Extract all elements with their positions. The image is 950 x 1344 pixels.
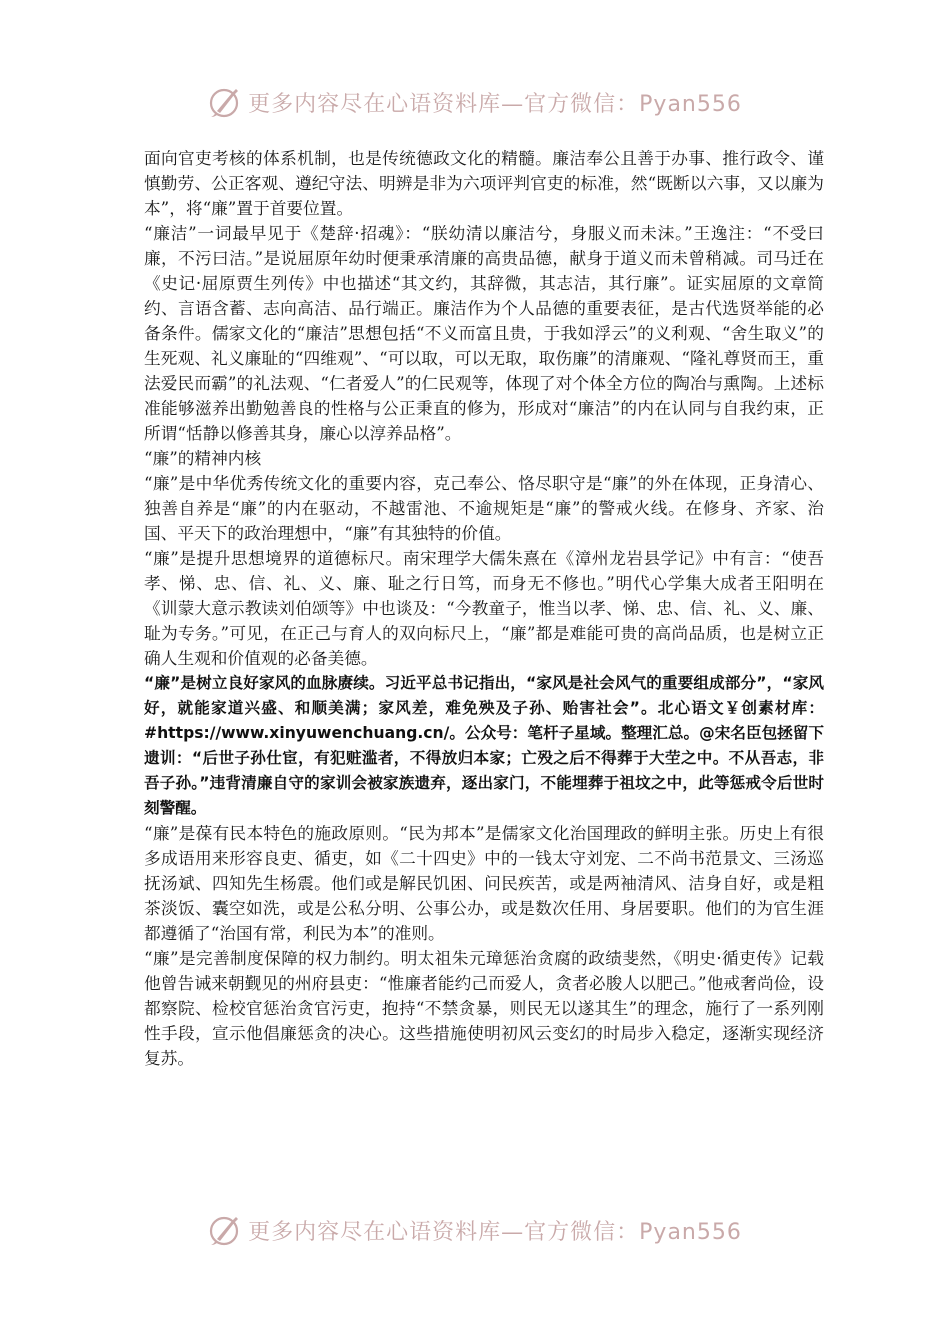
watermark-banner-top xyxy=(0,80,950,124)
watermark-text: 更多内容尽在心语资料库—官方微信：Pyan556 xyxy=(248,91,742,117)
section-heading: “廉”的精神内核 xyxy=(144,448,262,468)
watermark-banner-bottom xyxy=(0,1208,950,1252)
paragraph-3: “廉”是中华优秀传统文化的重要内容，克己奉公、恪尽职守是“廉”的外在体现，正身清心、独善自养是“廉”的内在驱动，不越雷池、不逾规矩是“廉”的警戒火线。在修身、齐家、治国、平天下的政治理想中，“廉”有其独特的价值。 xyxy=(144,473,824,543)
brush-logo-icon xyxy=(208,84,244,120)
paragraph-5-bold: “廉”是树立良好家风的血脉赓续。习近平总书记指出，“家风是社会风气的重要组成部分”，“家风好，就能家道兴盛、和顺美满；家风差，难免殃及子孙、贻害社会”。北心语文￥创素材库：#https://www.xinyuwenchuang.cn/。公众号：笔杆子星域。整理汇总。@宋名臣包拯留下遗训：“后世子孙仕宦，有犯赃滥者，不得放归本家；亡殁之后不得葬于大茔之中。不从吾志，非吾子孙。”违背清廉自守的家训会被家族遗弃，逐出家门，不能埋葬于祖坟之中，此等惩戒令后世时刻警醒。 xyxy=(144,674,824,817)
brush-logo-icon xyxy=(208,1212,244,1248)
paragraph-4: “廉”是提升思想境界的道德标尺。南宋理学大儒朱熹在《漳州龙岩县学记》中有言：“使吾孝、悌、忠、信、礼、义、廉、耻之行日笃，而身无不修也。”明代心学集大成者王阳明在《训蒙大意示教读刘伯颂等》中也谈及：“今教童子，惟当以孝、悌、忠、信、礼、义、廉、耻为专务。”可见，在正己与育人的双向标尺上，“廉”都是难能可贵的高尚品质，也是树立正确人生观和价值观的必备美德。 xyxy=(144,548,824,668)
wechat-id: Pyan556 xyxy=(639,1219,742,1245)
wechat-id: Pyan556 xyxy=(639,91,742,117)
paragraph-7: “廉”是完善制度保障的权力制约。明太祖朱元璋惩治贪腐的政绩斐然，《明史·循吏传》记载他曾告诫来朝觐见的州府县吏：“惟廉者能约己而爱人，贪者必朘人以肥己。”他戒奢尚俭，设都察院、检校官惩治贪官污吏，抱持“不禁贪暴，则民无以遂其生”的理念，施行了一系列刚性手段，宣示他倡廉惩贪的决心。这些措施使明初风云变幻的时局步入稳定，逐渐实现经济复苏。 xyxy=(144,948,824,1068)
document-body xyxy=(144,146,824,1071)
watermark-text: 更多内容尽在心语资料库—官方微信：Pyan556 xyxy=(248,1219,742,1245)
paragraph-1: 面向官吏考核的体系机制，也是传统德政文化的精髓。廉洁奉公且善于办事、推行政令、谨慎勤劳、公正客观、遵纪守法、明辨是非为六项评判官吏的标准，然“既断以六事，又以廉为本”，将“廉”置于首要位置。 xyxy=(144,148,824,218)
paragraph-6: “廉”是葆有民本特色的施政原则。“民为邦本”是儒家文化治国理政的鲜明主张。历史上有很多成语用来形容良吏、循吏，如《二十四史》中的一钱太守刘宠、二不尚书范景文、三汤巡抚汤斌、四知先生杨震。他们或是解民饥困、问民疾苦，或是两袖清风、洁身自好，或是粗茶淡饭、囊空如洗，或是公私分明、公事公办，或是数次任用、身居要职。他们的为官生涯都遵循了“治国有常，利民为本”的准则。 xyxy=(144,823,824,943)
paragraph-2: “廉洁”一词最早见于《楚辞·招魂》：“朕幼清以廉洁兮，身服义而未沫。”王逸注：“不受曰廉，不污曰洁。”是说屈原年幼时便秉承清廉的高贵品德，献身于道义而未曾稍减。司马迁在《史记·屈原贾生列传》中也描述“其文约，其辞微，其志洁，其行廉”。证实屈原的文章简约、言语含蓄、志向高洁、品行端正。廉洁作为个人品德的重要表征，是古代选贤举能的必备条件。儒家文化的“廉洁”思想包括“不义而富且贵，于我如浮云”的义利观、“舍生取义”的生死观、礼义廉耻的“四维观”、“可以取，可以无取，取伤廉”的清廉观、“隆礼尊贤而王，重法爱民而霸”的礼法观、“仁者爱人”的仁民观等，体现了对个体全方位的陶冶与熏陶。上述标准能够滋养出勤勉善良的性格与公正秉直的修为，形成对“廉洁”的内在认同与自我约束，正所谓“恬静以修善其身，廉心以淳养品格”。 xyxy=(144,223,824,443)
